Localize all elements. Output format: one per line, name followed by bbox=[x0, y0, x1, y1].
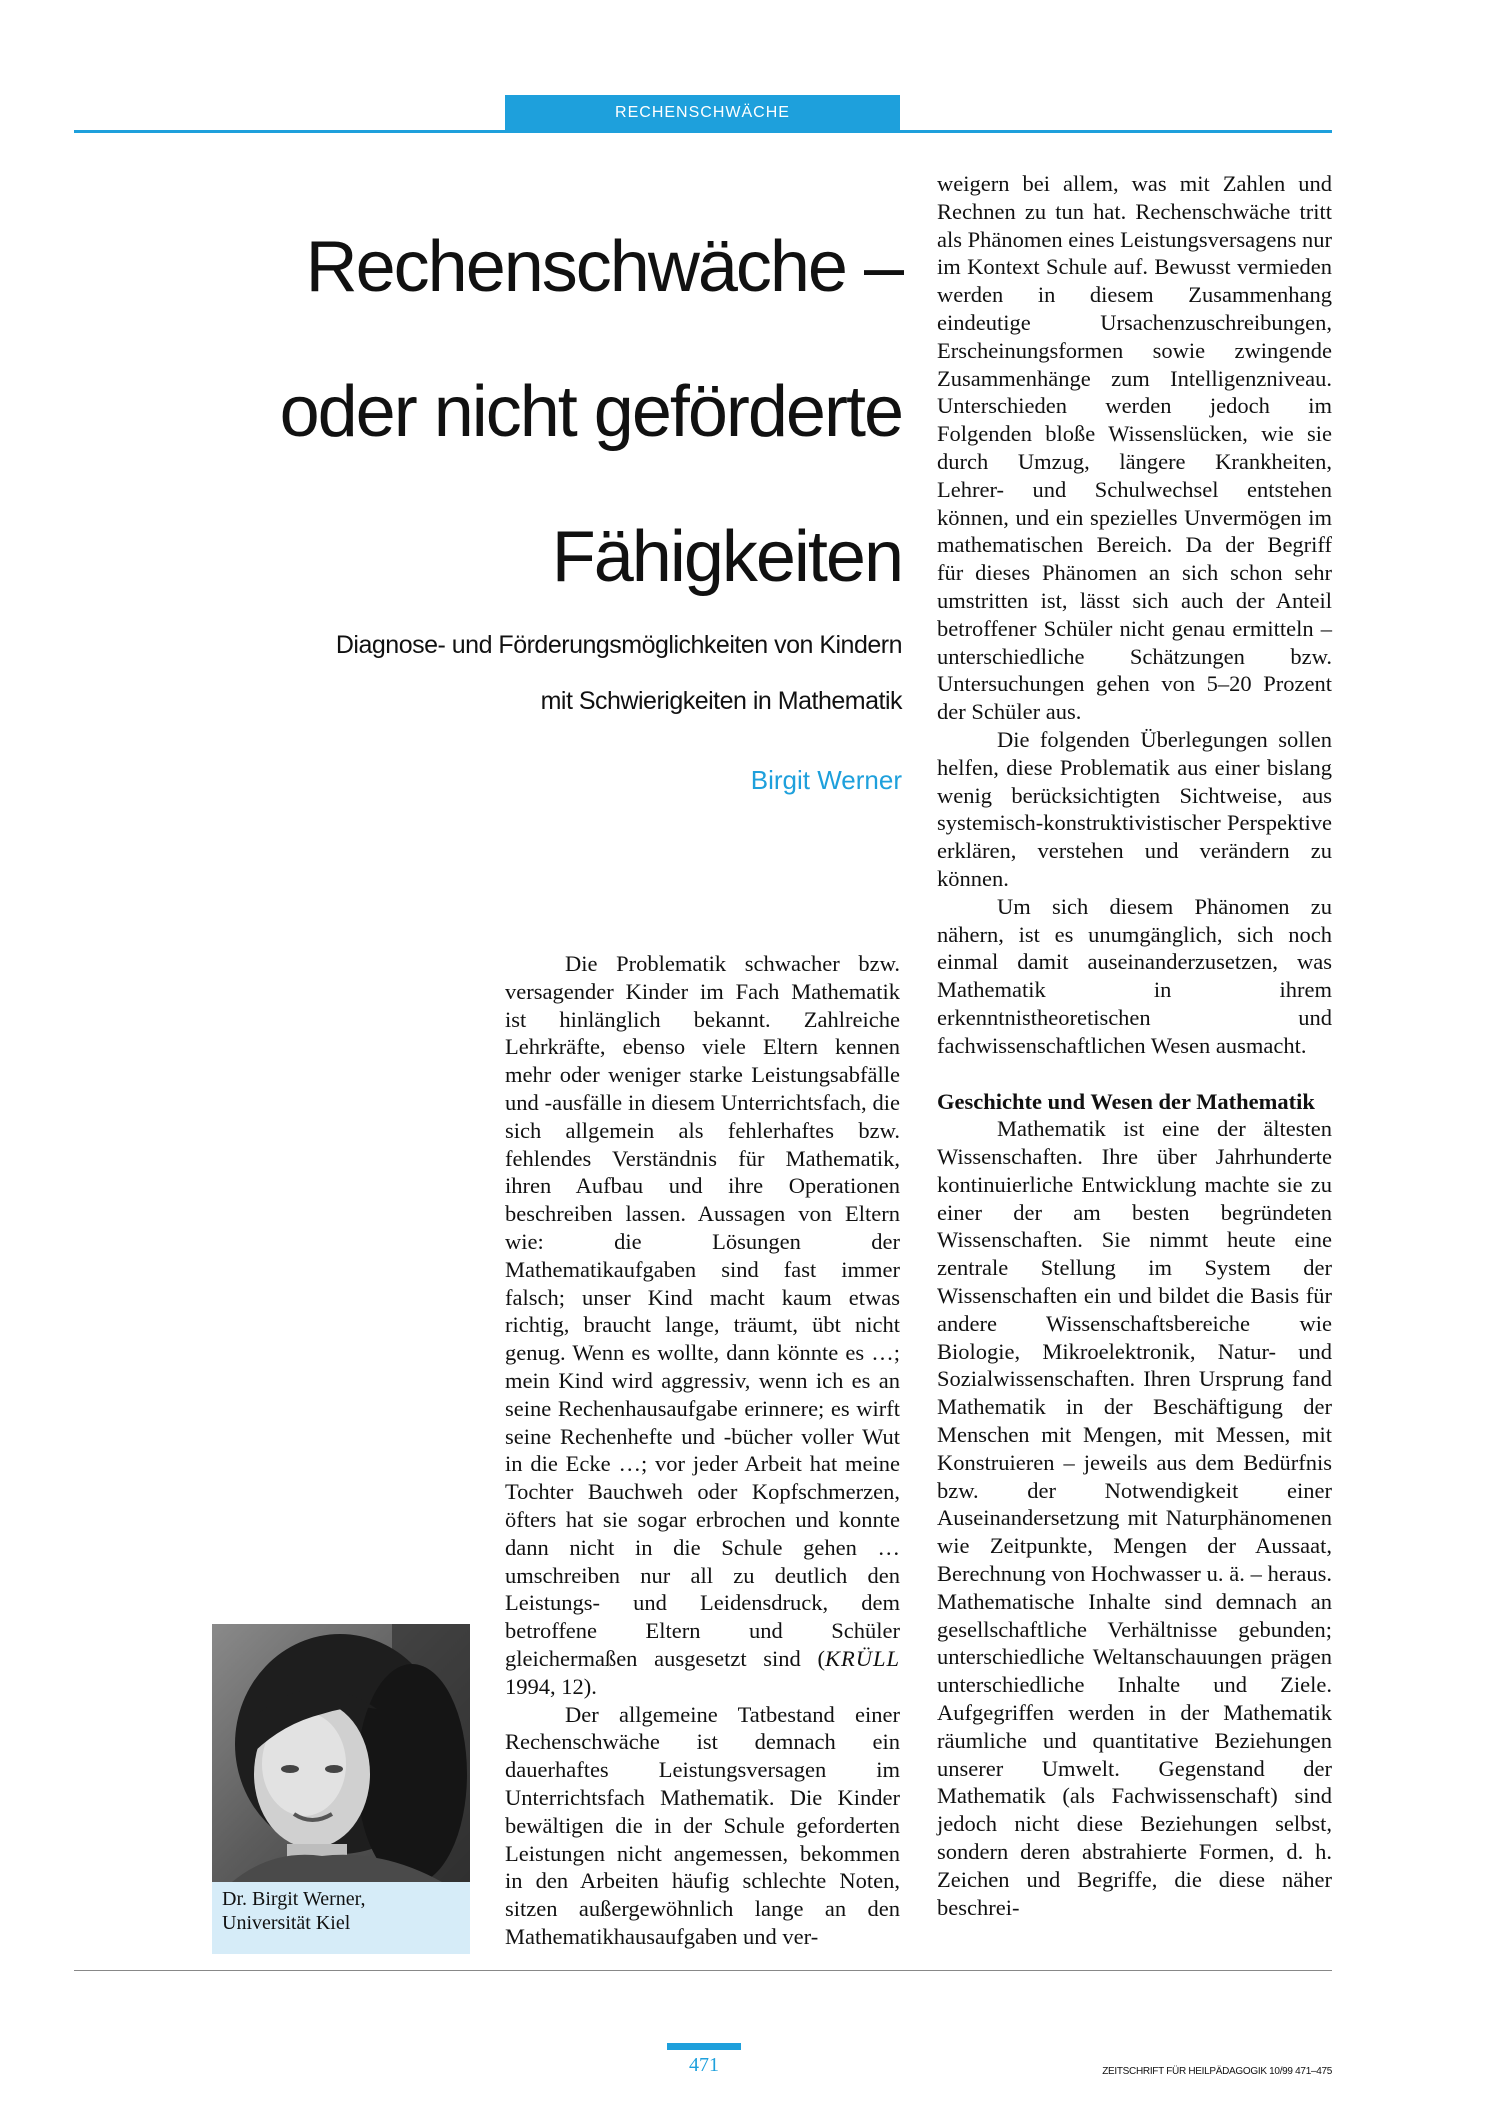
section-header-tab bbox=[505, 95, 900, 131]
photo-caption bbox=[222, 1887, 472, 1935]
subtitle-line: mit Schwierigkeiten in Mathematik bbox=[540, 687, 902, 715]
paragraph: Die folgenden Überlegungen sollen helfen, diese Problematik aus einer bislang wenig berücksichtigten Sichtweise, aus systemisch-konstruktivistischer Perspektive erklären, verstehen und verändern zu können. bbox=[937, 726, 1332, 891]
journal-reference: ZEITSCHRIFT FÜR HEILPÄDAGOGIK 10/99 471–475 bbox=[1102, 2066, 1332, 2077]
author-portrait-image bbox=[212, 1624, 470, 1882]
page-number: 471 bbox=[689, 2054, 719, 2076]
caption-line: Universität Kiel bbox=[222, 1912, 351, 1934]
article-author: Birgit Werner bbox=[750, 765, 902, 795]
title-line: Rechenschwäche – bbox=[305, 227, 902, 307]
header-rule bbox=[74, 130, 1332, 133]
paragraph: Der allgemeine Tatbestand einer Rechenschwäche ist demnach ein dauerhaftes Leistungsversagen im Unterrichtsfach Mathematik. Die Kinder bewältigen die in der Schule geforderten Leistungen nicht angemessen, bekommen in den Arbeiten häufig schlechte Noten, sitzen außergewöhnlich lange an den Mathematikhausaufgaben und ver- bbox=[505, 1701, 900, 1949]
text-column-left bbox=[505, 950, 900, 1951]
paragraph: weigern bei allem, was mit Zahlen und Rechnen zu tun hat. Rechenschwäche tritt als Phänomen eines Leistungsversagens nur im Kontext Schule auf. Bewusst vermieden werden in diesem Zusammenhang eindeutige Ursachenzuschreibungen, Erscheinungsformen sowie zwingende Zusammenhänge zum Intelligenzniveau. Unterschieden werden jedoch im Folgenden bloße Wissenslücken, wie sie durch Umzug, längere Krankheiten, Lehrer- und Schulwechsel entstehen können, und ein spezielles Unvermögen im mathematischen Bereich. Da der Begriff für dieses Phänomen an sich schon sehr umstritten ist, lässt sich auch der Anteil betroffener Schüler nicht genau ermitteln – unterschiedliche Schätzungen bzw. Untersuchungen gehen von 5–20 Prozent der Schüler aus. bbox=[937, 171, 1332, 725]
page-number-bar bbox=[667, 2043, 741, 2050]
citation-author: KRÜLL bbox=[824, 1645, 900, 1671]
subtitle-line: Diagnose- und Förderungsmöglichkeiten von Kindern bbox=[335, 631, 902, 659]
paragraph: Um sich diesem Phänomen zu nähern, ist es unumgänglich, sich noch einmal damit auseinanderzusetzen, was Mathematik in ihrem erkenntnistheoretischen und fachwissenschaftlichen Wesen ausmacht. bbox=[937, 893, 1332, 1058]
paragraph-text: Die Problematik schwacher bzw. versagender Kinder im Fach Mathematik ist hinlänglich bekannt. Zahlreiche Lehrkräfte, ebenso viele Eltern kennen mehr oder weniger starke Leistungsabfälle und -ausfälle in diesem Unterrichtsfach, die sich allgemein als fehlerhaftes bzw. fehlendes Verständnis für Mathematik, ihren Aufbau und ihre Operationen beschreiben lassen. Aussagen von Eltern wie: die Lösungen der Mathematikaufgaben sind fast immer falsch; unser Kind macht kaum etwas richtig, braucht lange, träumt, übt nicht genug. Wenn es wollte, dann könnte es …; mein Kind wird aggressiv, wenn ich es an seine Rechenhausaufgabe erinnere; es wirft seine Rechenhefte und -bücher voller Wut in die Ecke …; vor jeder Arbeit hat meine Tochter Bauchweh oder Kopfschmerzen, öfters hat sie sogar erbrochen und konnte dann nicht in die Schule gehen … umschreiben nur all zu deutlich den Leistungs- und Leidensdruck, dem betroffene Eltern und Schüler gleichermaßen ausgesetzt sind ( bbox=[505, 951, 900, 1671]
section-label: RECHENSCHWÄCHE bbox=[615, 104, 790, 121]
title-line: Fähigkeiten bbox=[551, 517, 902, 597]
author-photo bbox=[212, 1624, 470, 1882]
text-column-right bbox=[937, 170, 1332, 1921]
article-subtitle bbox=[200, 617, 902, 729]
section-heading: Geschichte und Wesen der Mathematik bbox=[937, 1088, 1315, 1114]
citation-detail: 1994, 12). bbox=[505, 1673, 597, 1699]
caption-line: Dr. Birgit Werner, bbox=[222, 1888, 366, 1910]
title-line: oder nicht geförderte bbox=[279, 372, 902, 452]
paragraph bbox=[505, 950, 900, 1701]
paragraph: Mathematik ist eine der ältesten Wissenschaften. Ihre über Jahrhunderte kontinuierliche Entwicklung machte sie zu einer der am besten begründeten Wissenschaften. Sie nimmt heute eine zentrale Stellung im System der Wissenschaften ein und bildet die Basis für andere Wissenschaftsbereiche wie Biologie, Mikroelektronik, Natur- und Sozialwissenschaften. Ihren Ursprung fand Mathematik in der Beschäftigung der Menschen mit Mengen, mit Messen, mit Konstruieren – jeweils aus dem Bedürfnis bzw. der Notwendigkeit einer Auseinandersetzung mit Naturphänomenen wie Zeitpunkte, Mengen der Aussaat, Berechnung von Hochwasser u. ä. – heraus. Mathematische Inhalte sind demnach an gesellschaftliche Verhältnisse gebunden; unterschiedliche Weltanschauungen prägen unterschiedliche Inhalte und Ziele. Aufgegriffen werden in der Mathematik räumliche und quantitative Beziehungen unserer Umwelt. Gegenstand der Mathematik (als Fachwissenschaft) sind jedoch nicht diese Beziehungen selbst, sondern deren abstrahierte Formen, d. h. Zeichen und Begriffe, die diese näher beschrei- bbox=[937, 1116, 1332, 1920]
article-title bbox=[120, 195, 902, 630]
footer-rule bbox=[74, 1970, 1332, 1971]
